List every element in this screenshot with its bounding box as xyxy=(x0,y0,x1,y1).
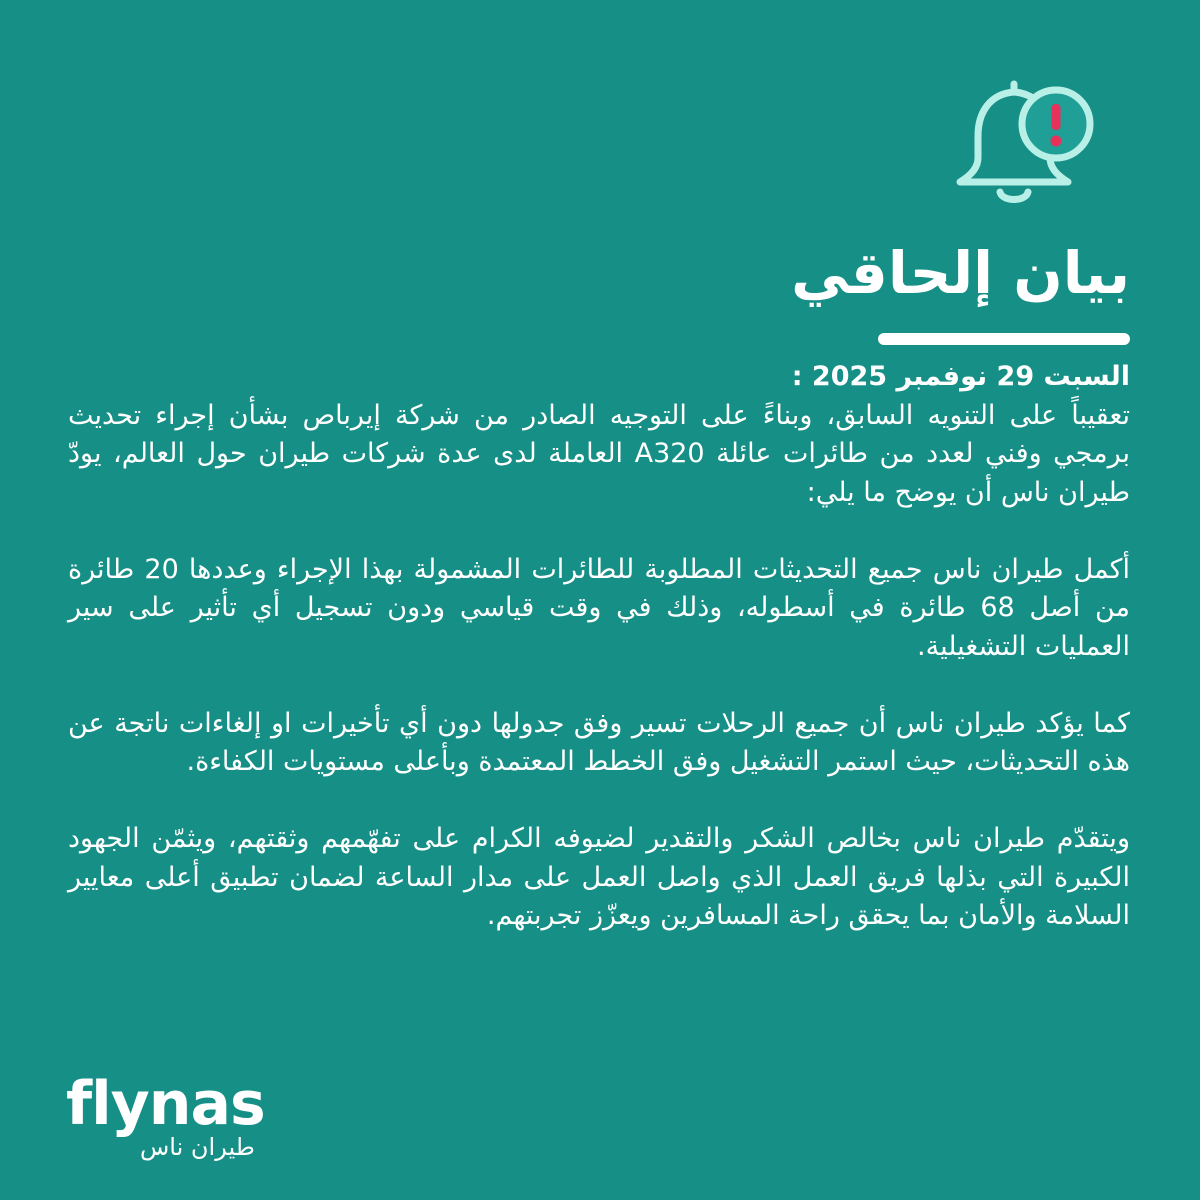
bell-alert-icon xyxy=(938,80,1108,210)
flynas-logo xyxy=(66,1069,266,1164)
statement-body xyxy=(68,358,1130,974)
page-title: بيان إلحاقي xyxy=(791,239,1130,307)
statement-paragraph: كما يؤكد طيران ناس أن جميع الرحلات تسير وفق جدولها دون أي تأخيرات او إلغاءات ناتجة عن هذه التحديثات، حيث استمر التشغيل وفق الخطط المعتمدة وبأعلى مستويات الكفاءة. xyxy=(68,707,1130,777)
logo-arabic-wordmark: طيران ناس xyxy=(140,1133,255,1161)
statement-paragraph: أكمل طيران ناس جميع التحديثات المطلوبة للطائرات المشمولة بهذا الإجراء وعددها 20 طائرة من أصل 68 طائرة في أسطوله، وذلك في وقت قياسي ودون تسجيل أي تأثير على سير العمليات التشغيلية. xyxy=(68,553,1130,662)
statement-date: السبت 29 نوفمبر 2025 : xyxy=(791,361,1130,392)
title-divider xyxy=(878,333,1130,345)
statement-paragraph: تعقيباً على التنويه السابق، وبناءً على التوجيه الصادر من شركة إيرباص بشأن إجراء تحديث برمجي وفني لعدد من طائرات عائلة A320 العاملة لدى عدة شركات طيران حول العالم، يودّ طيران ناس أن يوضح ما يلي: xyxy=(68,399,1130,508)
logo-latin-wordmark: flynas xyxy=(66,1069,265,1139)
statement-paragraph: ويتقدّم طيران ناس بخالص الشكر والتقدير لضيوفه الكرام على تفهّمهم وثقتهم، ويثمّن الجهود الكبيرة التي بذلها فريق العمل الذي واصل العمل على مدار الساعة لضمان تطبيق أعلى معايير السلامة والأمان بما يحقق راحة المسافرين ويعزّز تجربتهم. xyxy=(68,823,1130,931)
